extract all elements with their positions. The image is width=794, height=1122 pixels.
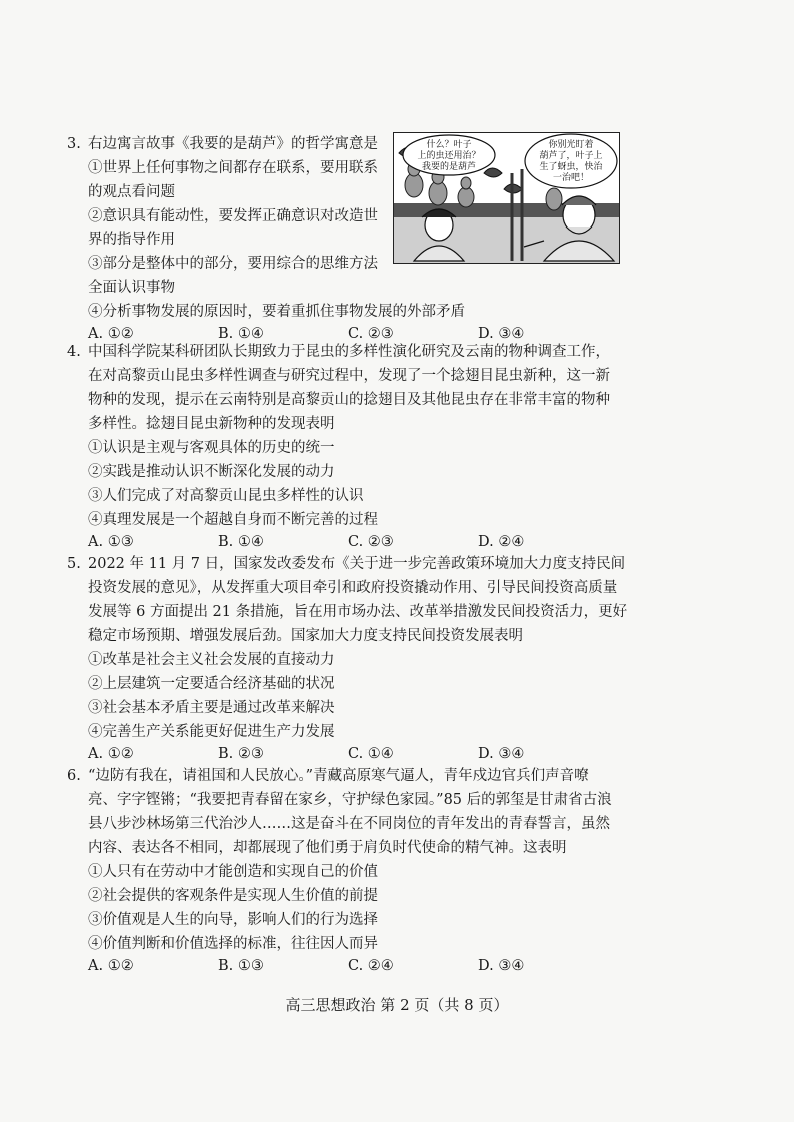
statement-3: ③人们完成了对高黎贡山昆虫多样性的认识: [88, 488, 364, 504]
option-a[interactable]: A. ①②: [88, 958, 134, 974]
question-number: 6.: [67, 768, 81, 784]
option-b[interactable]: B. ①④: [218, 534, 264, 550]
question-stem: 物种的发现，提示在云南特别是高黎贡山的捻翅目及其他昆虫存在非常丰富的物种: [88, 392, 610, 408]
statement-3: ③社会基本矛盾主要是通过改革来解决: [88, 700, 335, 716]
statement-1: ①认识是主观与客观具体的历史的统一: [88, 440, 335, 456]
right-bubble-line-1: 你别光盯着: [548, 139, 594, 149]
question-stem: 县八步沙林场第三代治沙人……这是奋斗在不同岗位的青年发出的青春誓言，虽然: [88, 816, 610, 832]
question-stem: 投资发展的意见》，从发挥重大项目牵引和政府投资撬动作用、引导民间投资高质量: [88, 580, 618, 596]
right-bubble-line-4: 一治吧！: [552, 172, 590, 182]
option-d[interactable]: D. ③④: [478, 958, 525, 974]
question-stem: 发展等 6 方面提出 21 条措施，旨在用市场办法、改革举措激发民间投资活力，更好: [88, 604, 628, 620]
statement-2: ②上层建筑一定要适合经济基础的状况: [88, 676, 335, 692]
statement-2-cont: 界的指导作用: [88, 232, 175, 248]
option-a[interactable]: A. ①③: [88, 534, 134, 550]
statement-4: ④完善生产关系能更好促进生产力发展: [88, 724, 335, 740]
option-d[interactable]: D. ③④: [478, 746, 525, 762]
question-stem: 内容、表达各不相同，却都展现了他们勇于肩负时代使命的精气神。这表明: [88, 840, 567, 856]
question-number: 5.: [67, 556, 81, 572]
cartoon-image: [393, 132, 620, 264]
question-number: 4.: [67, 344, 81, 360]
option-d[interactable]: D. ③④: [478, 326, 525, 342]
left-bubble-line-1: 什么？叶子: [426, 139, 472, 149]
statement-3-cont: 全面认识事物: [88, 280, 175, 296]
statement-1: ①世界上任何事物之间都存在联系，要用联系: [88, 160, 378, 176]
statement-4: ④真理发展是一个超越自身而不断完善的过程: [88, 512, 378, 528]
statement-1: ①改革是社会主义社会发展的直接动力: [88, 652, 335, 668]
question-stem: 稳定市场预期、增强发展后劲。国家加大力度支持民间投资发展表明: [88, 628, 523, 644]
statement-3: ③价值观是人生的向导，影响人们的行为选择: [88, 912, 378, 928]
question-stem: 亮、字字铿锵；“我要把青春留在家乡，守护绿色家园。”85 后的郭玺是甘肃省古浪: [88, 792, 612, 808]
left-bubble-line-2: 上的虫还用治？: [417, 150, 481, 160]
question-stem: 2022 年 11 月 7 日，国家发改委发布《关于进一步完善政策环境加大力度支持民间: [88, 556, 626, 572]
question-stem: “边防有我在，请祖国和人民放心。”青藏高原寒气逼人，青年戍边官兵们声音嘹: [88, 768, 589, 784]
option-b[interactable]: B. ②③: [218, 746, 264, 762]
option-a[interactable]: A. ①②: [88, 326, 134, 342]
right-bubble-line-3: 生了蚜虫，快治: [539, 161, 603, 171]
option-c[interactable]: C. ②④: [348, 958, 394, 974]
statement-1-cont: 的观点看问题: [88, 184, 175, 200]
statement-2: ②社会提供的客观条件是实现人生价值的前提: [88, 888, 378, 904]
question-number: 3.: [67, 136, 81, 152]
left-bubble-line-3: 我要的是葫芦: [421, 161, 477, 171]
option-b[interactable]: B. ①③: [218, 958, 264, 974]
question-stem: 多样性。捻翅目昆虫新物种的发现表明: [88, 416, 335, 432]
option-c[interactable]: C. ②③: [348, 534, 394, 550]
statement-4: ④分析事物发展的原因时，要着重抓住事物发展的外部矛盾: [88, 304, 465, 320]
option-c[interactable]: C. ②③: [348, 326, 394, 342]
statement-1: ①人只有在劳动中才能创造和实现自己的价值: [88, 864, 378, 880]
question-stem: 在对高黎贡山昆虫多样性调查与研究过程中，发现了一个捻翅目昆虫新种，这一新: [88, 368, 610, 384]
statement-4: ④价值判断和价值选择的标准，往往因人而异: [88, 936, 378, 952]
option-b[interactable]: B. ①④: [218, 326, 264, 342]
question-stem: 中国科学院某科研团队长期致力于昆虫的多样性演化研究及云南的物种调查工作，: [88, 344, 610, 360]
right-bubble-line-2: 葫芦了，叶子上: [539, 150, 603, 160]
question-stem: 右边寓言故事《我要的是葫芦》的哲学寓意是: [88, 136, 378, 152]
statement-2: ②实践是推动认识不断深化发展的动力: [88, 464, 335, 480]
statement-3: ③部分是整体中的部分，要用综合的思维方法: [88, 256, 378, 272]
page-footer: 高三思想政治 第 2 页（共 8 页）: [285, 996, 509, 1014]
option-d[interactable]: D. ②④: [478, 534, 525, 550]
cartoon-illustration: [394, 133, 619, 263]
statement-2: ②意识具有能动性，要发挥正确意识对改造世: [88, 208, 378, 224]
option-a[interactable]: A. ①②: [88, 746, 134, 762]
option-c[interactable]: C. ①④: [348, 746, 394, 762]
